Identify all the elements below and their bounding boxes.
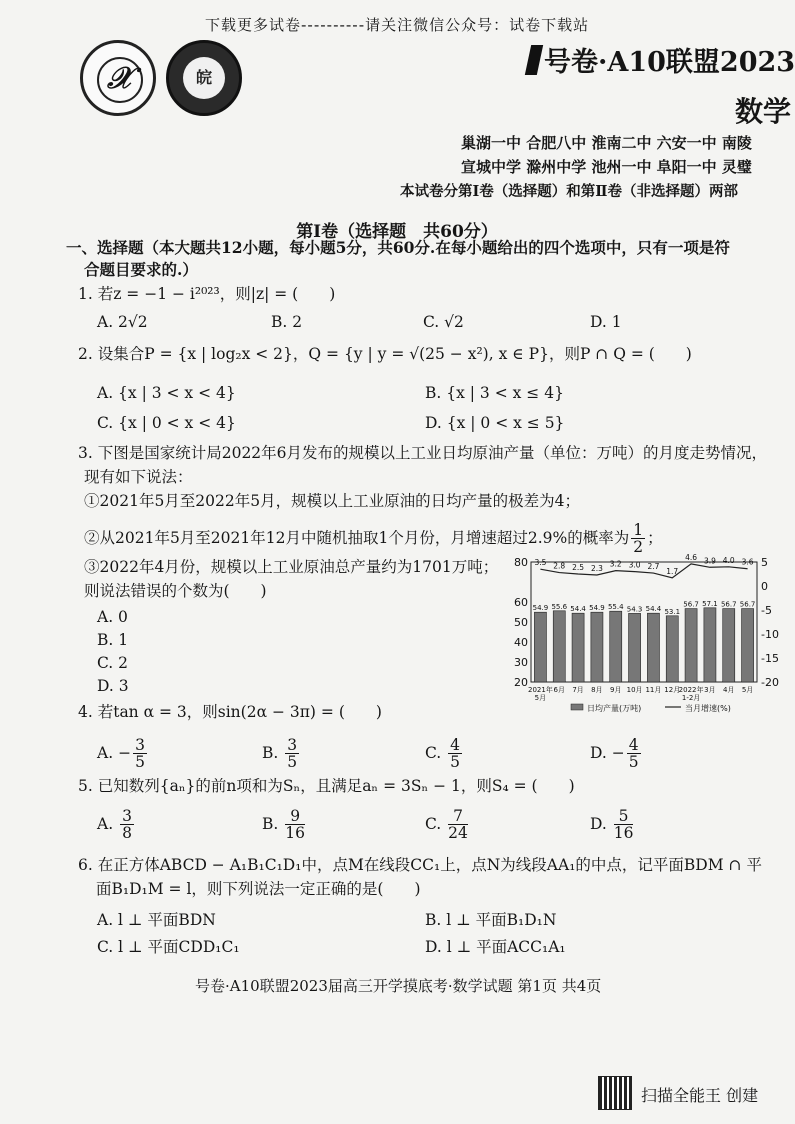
- school-logo: [166, 40, 242, 116]
- bar: [647, 613, 659, 682]
- bar: [723, 609, 735, 682]
- legend-bar-swatch: [571, 704, 583, 710]
- q6-option-c: C. l ⊥ 平面CDD₁C₁: [97, 938, 240, 956]
- top-banner: 下载更多试卷----------请关注微信公众号：试卷下载站: [205, 16, 590, 34]
- bar-value-label: 56.7: [720, 600, 737, 609]
- bar-value-label: 54.9: [589, 604, 605, 613]
- q4-a-num: 3: [135, 736, 145, 754]
- q6-stem-2: 面B₁D₁M = l，则下列说法一定正确的是( ): [96, 880, 421, 898]
- bar-value-label: 55.4: [607, 603, 624, 612]
- growth-value-label: 3.9: [703, 556, 716, 566]
- q4-option-a: [97, 737, 149, 771]
- bar-value-label: 57.1: [702, 599, 718, 608]
- q5-b-frac: [285, 808, 305, 842]
- q3-statement-2-tail: ；: [647, 528, 663, 547]
- left-tick-label: 40: [514, 636, 528, 649]
- q5-a-den: 8: [122, 824, 132, 843]
- q4-stem: 4. 若tan α = 3，则sin(2α − 3π) = ( ): [78, 703, 382, 721]
- x-tick-label: 7月: [572, 686, 584, 694]
- q5-c-frac: [448, 808, 468, 842]
- right-tick-label: 5: [761, 556, 768, 569]
- x-tick-label: 12月: [664, 686, 681, 694]
- q2-option-c: C. {x | 0 < x < 4}: [97, 414, 236, 432]
- growth-value-label: 3.5: [534, 558, 547, 568]
- q4-a-sign: −: [118, 743, 132, 762]
- instructions-line-2: 合题目要求的.）: [84, 260, 198, 279]
- q4-d-num: 4: [628, 736, 639, 754]
- q4-d-frac: [627, 737, 641, 771]
- q5-option-d: [590, 808, 635, 842]
- chart-plot-area: [514, 553, 779, 713]
- q3-ask: 则说法错误的个数为( ): [84, 582, 267, 600]
- q6-option-a: A. l ⊥ 平面BDN: [97, 911, 216, 929]
- q3-statement-2: [84, 522, 663, 556]
- q1-option-b: B. 2: [271, 313, 303, 331]
- q5-d-den: 16: [613, 824, 634, 843]
- q5-b-den: 16: [285, 824, 305, 843]
- q3-statement-2-text: ②从2021年5月至2021年12月中随机抽取1个月份，月增速超过2.9%的概率为: [84, 528, 630, 547]
- q5-a-num: 3: [122, 807, 132, 825]
- q2-stem: 2. 设集合P = {x | log₂x < 2}，Q = {y | y = √(25 − x²), x ∈ P}，则P ∩ Q = ( ): [78, 345, 692, 363]
- growth-value-label: 3.6: [741, 557, 754, 567]
- q3-stem-2: 现有如下说法：: [84, 468, 193, 486]
- instructions-line-1: 一、选择题（本大题共12小题，每小题5分，共60分.在每小题给出的四个选项中，只有一项是符: [66, 238, 730, 257]
- growth-value-label: 2.8: [553, 561, 566, 571]
- q3-option-b: B. 1: [97, 631, 129, 649]
- q1-option-d: D. 1: [590, 313, 622, 331]
- schools-row-1: 巢湖一中 合肥八中 淮南二中 六安一中 南陵: [461, 134, 752, 152]
- bar: [553, 611, 565, 682]
- alliance-logo: [80, 40, 156, 116]
- bar-value-label: 54.4: [570, 605, 586, 614]
- q1-option-c: C. √2: [423, 313, 464, 331]
- q4-d-den: 5: [628, 753, 639, 772]
- bar: [534, 612, 546, 682]
- q5-a-frac: [120, 808, 134, 842]
- bar-value-label: 54.4: [645, 605, 662, 614]
- x-tick-label: 2022年: [678, 686, 704, 694]
- growth-value-label: 2.7: [647, 562, 660, 572]
- q2-option-b: B. {x | 3 < x ≤ 4}: [425, 384, 564, 402]
- alliance-logo-mark: 𝒳: [97, 57, 143, 103]
- bar: [629, 613, 641, 682]
- q6-option-d: D. l ⊥ 平面ACC₁A₁: [425, 938, 566, 956]
- scanner-watermark: 扫描全能王 创建: [641, 1086, 759, 1105]
- q5-option-b: [262, 808, 307, 842]
- bar-value-label: 54.9: [532, 604, 549, 613]
- q4-option-b: [262, 737, 301, 771]
- q4-b-label: B.: [262, 743, 279, 762]
- q3-stem-1: 3. 下图是国家统计局2022年6月发布的规模以上工业日均原油产量（单位：万吨）的月度走势情况，: [78, 444, 768, 462]
- bar: [685, 609, 697, 682]
- q5-option-c: [425, 808, 470, 842]
- qr-code-icon: [598, 1076, 632, 1110]
- right-tick-label: -15: [761, 652, 779, 665]
- bar-value-label: 56.7: [683, 600, 699, 609]
- bar: [666, 616, 678, 682]
- q4-a-den: 5: [135, 753, 145, 772]
- right-tick-label: -20: [761, 676, 779, 689]
- q4-b-frac: [285, 737, 299, 771]
- q3-statement-1: ①2021年5月至2022年5月，规模以上工业原油的日均产量的极差为4；: [84, 492, 580, 510]
- left-tick-label: 20: [514, 676, 528, 689]
- q1-option-a: A. 2√2: [97, 313, 148, 331]
- q3-fraction-num: 1: [633, 521, 644, 539]
- q4-a-frac: [133, 737, 147, 771]
- q2-option-a: A. {x | 3 < x < 4}: [97, 384, 236, 402]
- q4-b-num: 3: [287, 736, 298, 754]
- q5-a-label: A.: [97, 814, 114, 833]
- q3-fraction-den: 2: [633, 538, 644, 557]
- q3-fraction: [631, 522, 645, 556]
- left-tick-label: 80: [514, 556, 528, 569]
- x-tick-label: 5月: [741, 686, 754, 694]
- q4-a-label: A.: [97, 743, 114, 762]
- growth-value-label: 3.0: [628, 560, 641, 570]
- left-tick-label: 30: [514, 656, 528, 669]
- q4-d-label: D.: [590, 743, 607, 762]
- q1-stem: 1. 若z = −1 − i²⁰²³，则|z| = ( ): [78, 285, 336, 303]
- q3-statement-3: ③2022年4月份，规模以上工业原油总产量约为1701万吨；: [84, 558, 499, 576]
- x-tick-label: 11月: [645, 686, 662, 694]
- q4-option-d: [590, 737, 643, 771]
- x-tick-label: 4月: [723, 686, 735, 694]
- q2-option-d: D. {x | 0 < x ≤ 5}: [425, 414, 565, 432]
- q6-option-b: B. l ⊥ 平面B₁D₁N: [425, 911, 557, 929]
- q3-option-d: D. 3: [97, 677, 129, 695]
- q5-option-a: [97, 808, 136, 842]
- q5-c-den: 24: [448, 824, 468, 843]
- q4-c-label: C.: [425, 743, 442, 762]
- brand-mark-icon: [525, 45, 543, 75]
- growth-value-label: 4.6: [685, 552, 698, 562]
- bar: [572, 613, 584, 682]
- q4-b-den: 5: [287, 753, 298, 772]
- legend-bar-label: 日均产量(万吨): [587, 704, 642, 713]
- q3-option-c: C. 2: [97, 654, 129, 672]
- bar-value-label: 55.6: [551, 602, 568, 611]
- q3-option-a: A. 0: [97, 608, 128, 626]
- schools-row-2: 宣城中学 滁州中学 池州一中 阜阳一中 灵璧: [461, 158, 752, 176]
- q5-b-num: 9: [285, 808, 305, 825]
- growth-value-label: 3.2: [609, 559, 622, 569]
- bar: [742, 609, 754, 682]
- bar: [704, 608, 716, 682]
- left-tick-label: 50: [514, 616, 528, 629]
- page-footer: 号卷·A10联盟2023届高三开学摸底考·数学试题 第1页 共4页: [195, 977, 602, 995]
- brand-title: 号卷·A10联盟2023: [544, 47, 795, 78]
- q4-c-den: 5: [450, 753, 461, 772]
- x-tick-label: 3月: [704, 686, 716, 694]
- legend-line-label: 当月增速(%): [685, 704, 731, 713]
- growth-value-label: 2.5: [572, 563, 585, 572]
- q4-c-frac: [448, 737, 462, 771]
- exam-note: 本试卷分第Ⅰ卷（选择题）和第Ⅱ卷（非选择题）两部: [400, 183, 739, 200]
- x-tick-label: 10月: [626, 686, 643, 694]
- q5-d-label: D.: [590, 814, 607, 833]
- right-tick-label: -10: [761, 628, 779, 641]
- q5-c-label: C.: [425, 814, 442, 833]
- brand-header: [528, 40, 795, 79]
- bar-value-label: 54.3: [626, 605, 643, 614]
- x-tick-label: 6月: [553, 686, 565, 694]
- bar-value-label: 53.1: [664, 607, 681, 616]
- q5-stem: 5. 已知数列{aₙ}的前n项和为Sₙ，且满足aₙ = 3Sₙ − 1，则S₄ = ( ): [78, 777, 575, 795]
- q5-d-num: 5: [614, 808, 634, 825]
- bar: [610, 611, 622, 682]
- right-tick-label: -5: [761, 604, 772, 617]
- bar-value-label: 56.7: [739, 600, 756, 609]
- q5-b-label: B.: [262, 814, 279, 833]
- q6-stem-1: 6. 在正方体ABCD − A₁B₁C₁D₁中，点M在线段CC₁上，点N为线段AA₁的中点，记平面BDM ∩ 平: [78, 856, 762, 874]
- q5-c-num: 7: [448, 808, 468, 825]
- x-tick-label: 9月: [610, 686, 622, 694]
- x-tick-label: 8月: [591, 686, 603, 694]
- school-logo-mark: 皖: [183, 57, 225, 99]
- x-tick-sublabel: 5月: [534, 694, 547, 702]
- q4-option-c: [425, 737, 464, 771]
- growth-value-label: 1.7: [666, 566, 679, 576]
- growth-value-label: 2.3: [590, 563, 603, 573]
- q4-d-sign: −: [611, 743, 625, 762]
- q5-d-frac: [614, 808, 634, 842]
- subject-title: 数学: [735, 95, 792, 128]
- x-tick-sublabel: 1-2月: [681, 694, 701, 702]
- bar: [591, 612, 603, 682]
- x-tick-label: 2021年: [528, 686, 553, 694]
- right-tick-label: 0: [761, 580, 768, 593]
- section-title: 第Ⅰ卷（选择题 共60分）: [296, 222, 498, 242]
- oil-production-chart: [505, 552, 790, 718]
- growth-value-label: 4.0: [722, 555, 735, 565]
- left-tick-label: 60: [514, 596, 528, 609]
- q4-c-num: 4: [450, 736, 461, 754]
